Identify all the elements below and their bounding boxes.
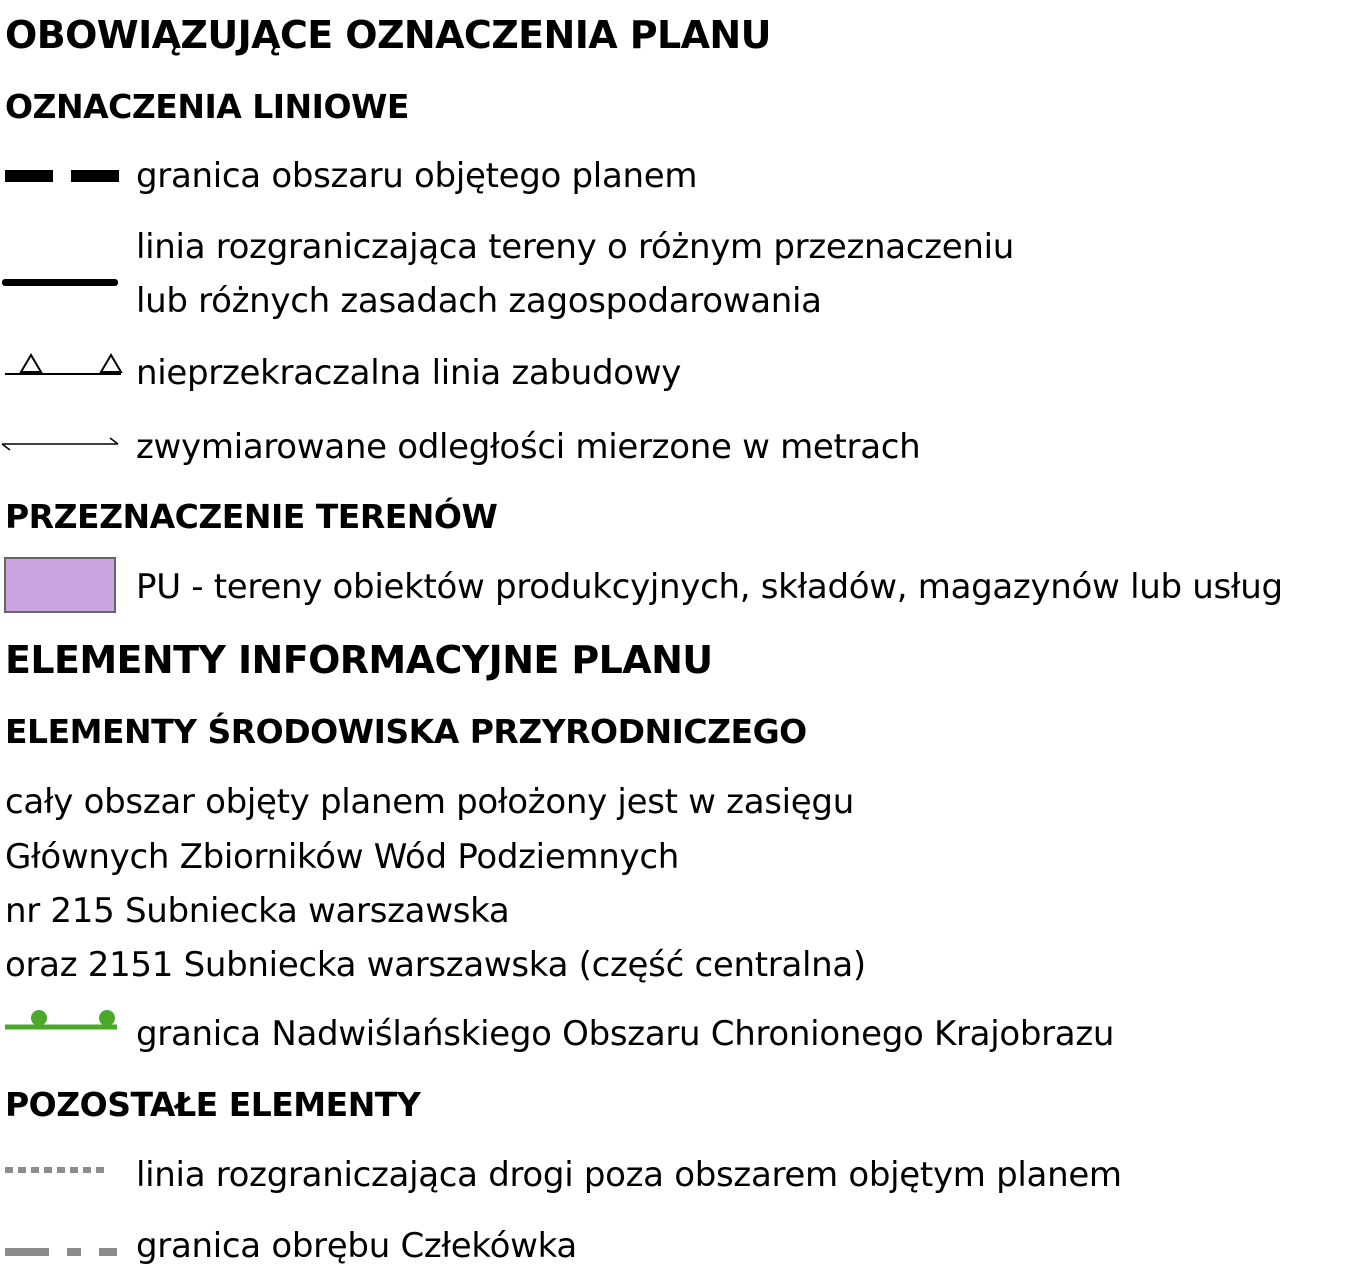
legend-title-obligatory: OBOWIĄZUJĄCE OZNACZENIA PLANU: [5, 13, 771, 57]
legend-label-pu: PU - tereny obiektów produkcyjnych, składów, magazynów lub usług: [136, 567, 1283, 607]
nature-text-line: cały obszar objęty planem położony jest w zasięgu: [5, 782, 854, 822]
legend-label-road-line: linia rozgraniczająca drogi poza obszarem objętym planem: [136, 1155, 1122, 1195]
gray-dotted-line-icon: [5, 1166, 111, 1174]
green-dot-line-icon: [5, 1008, 119, 1032]
nature-text-line: Głównych Zbiorników Wód Podziemnych: [5, 837, 679, 877]
nature-text-line: nr 215 Subniecka warszawska: [5, 891, 510, 931]
legend-label-demarcation-line-2: lub różnych zasadach zagospodarowania: [136, 281, 822, 321]
section-heading-nature: ELEMENTY ŚRODOWISKA PRZYRODNICZEGO: [5, 712, 807, 751]
nature-text-line: oraz 2151 Subniecka warszawska (część centralna): [5, 945, 866, 985]
legend-label-building-line: nieprzekraczalna linia zabudowy: [136, 353, 682, 393]
legend-label-plan-boundary: granica obszaru objętego planem: [136, 156, 698, 196]
legend-label-dimensions: zwymiarowane odległości mierzone w metrach: [136, 427, 921, 467]
section-heading-landuse: PRZEZNACZENIE TERENÓW: [5, 497, 498, 536]
thick-dashed-line-icon: [5, 170, 117, 184]
triangle-line-icon: [5, 352, 125, 378]
legend-title-informative: ELEMENTY INFORMACYJNE PLANU: [5, 638, 713, 682]
section-heading-linear: OZNACZENIA LINIOWE: [5, 87, 409, 126]
legend-label-landscape-area: granica Nadwiślańskiego Obszaru Chronionego Krajobrazu: [136, 1014, 1115, 1054]
section-heading-other: POZOSTAŁE ELEMENTY: [5, 1085, 421, 1124]
purple-swatch-icon: [4, 557, 118, 615]
legend-label-precinct-boundary: granica obrębu Człekówka: [136, 1226, 577, 1266]
thick-solid-line-icon: [2, 279, 120, 289]
dimension-line-icon: [0, 436, 122, 452]
legend-label-demarcation-line-1: linia rozgraniczająca tereny o różnym przeznaczeniu: [136, 227, 1015, 267]
gray-dashed-line-icon: [5, 1248, 117, 1258]
